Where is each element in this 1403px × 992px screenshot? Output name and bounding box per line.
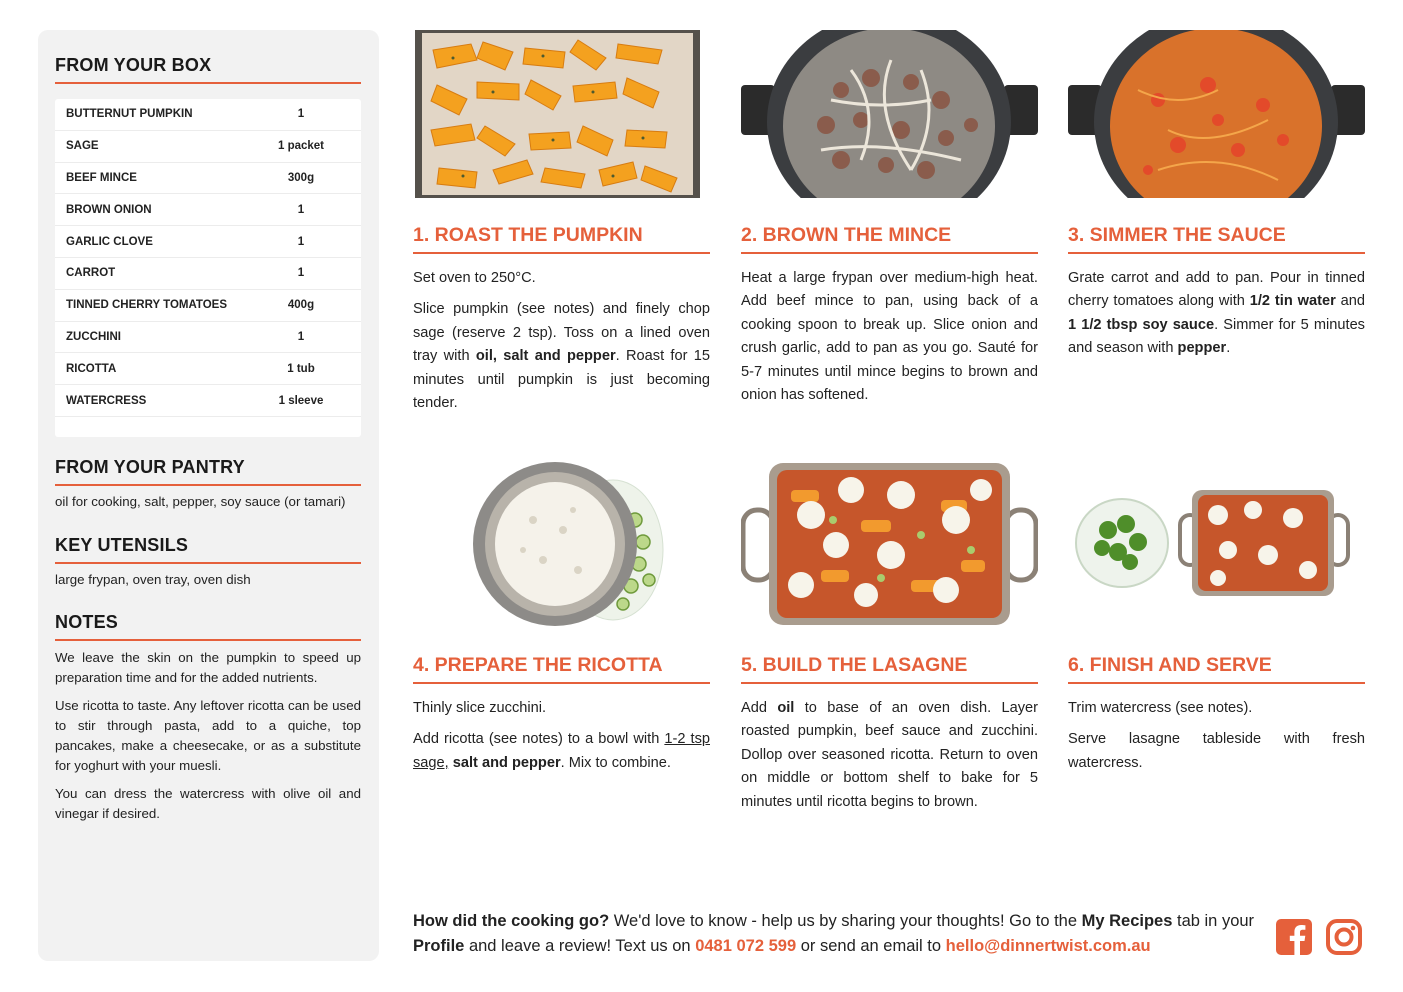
ingredient-qty: 1 tub (287, 362, 315, 375)
step2-body (741, 267, 1038, 415)
step3-text: Grate carrot and add to pan. Pour in tinned cherry tomatoes along with 1/2 tin water and 1 1/2 tbsp soy sauce. Simmer for 5 minutes and season with pepper. (1068, 270, 1366, 357)
step6-body (1068, 697, 1365, 783)
ingredient-name: SAGE (66, 140, 99, 153)
table-row (55, 353, 361, 385)
note-item: Use ricotta to taste. Any leftover ricotta can be used to stir through pasta, add to a quiche, top pancakes, make a cheesecake, or as a substitute for yoghurt with your muesli. (55, 698, 361, 773)
step1-body (413, 267, 710, 423)
footer-question: How did the cooking go? (413, 912, 610, 930)
step3-body (1068, 267, 1365, 369)
ingredient-name: GARLIC CLOVE (66, 235, 153, 248)
ingredient-name: BEEF MINCE (66, 171, 137, 184)
table-row (55, 163, 361, 195)
step2-photo-browning-mince (741, 30, 1038, 198)
pantry-heading: FROM YOUR PANTRY (55, 457, 361, 486)
facebook-icon[interactable] (1275, 918, 1313, 956)
step6-photo-served-lasagne (1068, 460, 1365, 628)
ingredient-name: WATERCRESS (66, 394, 147, 407)
table-row (55, 258, 361, 290)
phone-link[interactable]: 0481 072 599 (695, 937, 797, 955)
table-row (55, 99, 361, 131)
step6-text: Trim watercress (see notes). (1068, 700, 1253, 716)
ingredient-qty: 1 (297, 267, 305, 280)
box-heading: FROM YOUR BOX (55, 55, 361, 84)
utensils-heading: KEY UTENSILS (55, 535, 361, 564)
ingredient-qty: 300g (287, 171, 315, 184)
table-row (55, 290, 361, 322)
step2-text: Heat a large frypan over medium-high heat. Add beef mince to pan, using back of a cooking spoon to break up. Slice onion and crush garlic, add to pan as you go. Sauté for 5-7 minutes until mince begins to brown and onion has softened. (741, 270, 1038, 404)
step4-text: Add ricotta (see notes) to a bowl with 1-2 tsp sage, salt and pepper. Mix to combine. (413, 731, 710, 771)
ingredient-qty: 1 (297, 235, 305, 248)
step4-body (413, 697, 710, 783)
ingredient-qty: 1 (297, 330, 305, 343)
ingredient-name: ZUCCHINI (66, 330, 121, 343)
note-item: We leave the skin on the pumpkin to speed up preparation time and for the added nutrients. (55, 650, 361, 685)
ingredient-qty: 400g (287, 299, 315, 312)
step1-title: 1. ROAST THE PUMPKIN (413, 224, 710, 254)
step1-photo-roasted-pumpkin (413, 30, 710, 198)
step2-title: 2. BROWN THE MINCE (741, 224, 1038, 254)
table-row (55, 131, 361, 163)
step4-title: 4. PREPARE THE RICOTTA (413, 654, 710, 684)
step5-text: Add oil to base of an oven dish. Layer roasted pumpkin, beef sauce and zucchini. Dollop over seasoned ricotta. Return to oven on middle or bottom shelf to bake for 5 minutes until ricotta begins to brown. (741, 700, 1038, 810)
email-link[interactable]: hello@dinnertwist.com.au (945, 937, 1151, 955)
step4-text: Thinly slice zucchini. (413, 700, 547, 716)
ingredient-name: TINNED CHERRY TOMATOES (66, 299, 228, 312)
step6-title: 6. FINISH AND SERVE (1068, 654, 1365, 684)
notes-list (55, 648, 361, 832)
feedback-footer: How did the cooking go? We'd love to know - help us by sharing your thoughts! Go to the My Recipes tab in your Profile and leave a review! Text us on 0481 072 599 or send an email to hello@dinnertwist.com.au (413, 912, 1255, 955)
ingredient-name: CARROT (66, 267, 116, 280)
step3-photo-simmering-sauce (1068, 30, 1365, 198)
table-row (55, 226, 361, 258)
step3-title: 3. SIMMER THE SAUCE (1068, 224, 1365, 254)
ingredient-name: BUTTERNUT PUMPKIN (66, 108, 193, 121)
box-ingredients-table (55, 99, 361, 437)
ingredient-name: RICOTTA (66, 362, 117, 375)
ingredient-name: BROWN ONION (66, 203, 152, 216)
sidebar (38, 30, 379, 961)
step5-photo-lasagne-dish (741, 460, 1038, 628)
step5-title: 5. BUILD THE LASAGNE (741, 654, 1038, 684)
ingredient-qty: 1 packet (277, 140, 325, 153)
table-row (55, 385, 361, 417)
table-row (55, 194, 361, 226)
pantry-text: oil for cooking, salt, pepper, soy sauce (or tamari) (55, 494, 346, 509)
utensils-text: large frypan, oven tray, oven dish (55, 572, 251, 587)
profile-label: Profile (413, 937, 465, 955)
step1-text: Set oven to 250°C. (413, 270, 536, 286)
ingredient-qty: 1 (297, 108, 305, 121)
ingredient-qty: 1 (297, 203, 305, 216)
note-item: You can dress the watercress with olive oil and vinegar if desired. (55, 786, 361, 821)
step6-text: Serve lasagne tableside with fresh watercress. (1068, 731, 1365, 771)
ingredient-qty: 1 sleeve (278, 394, 324, 407)
my-recipes-label: My Recipes (1081, 912, 1173, 930)
instagram-icon[interactable] (1325, 918, 1363, 956)
table-row (55, 322, 361, 354)
notes-heading: NOTES (55, 612, 361, 641)
step1-text: Slice pumpkin (see notes) and finely chop sage (reserve 2 tsp). Toss on a lined oven tray with oil, salt and pepper. Roast for 15 minutes until pumpkin is just becoming tender. (413, 301, 710, 412)
step4-photo-ricotta-bowl (413, 460, 710, 628)
step5-body (741, 697, 1038, 822)
